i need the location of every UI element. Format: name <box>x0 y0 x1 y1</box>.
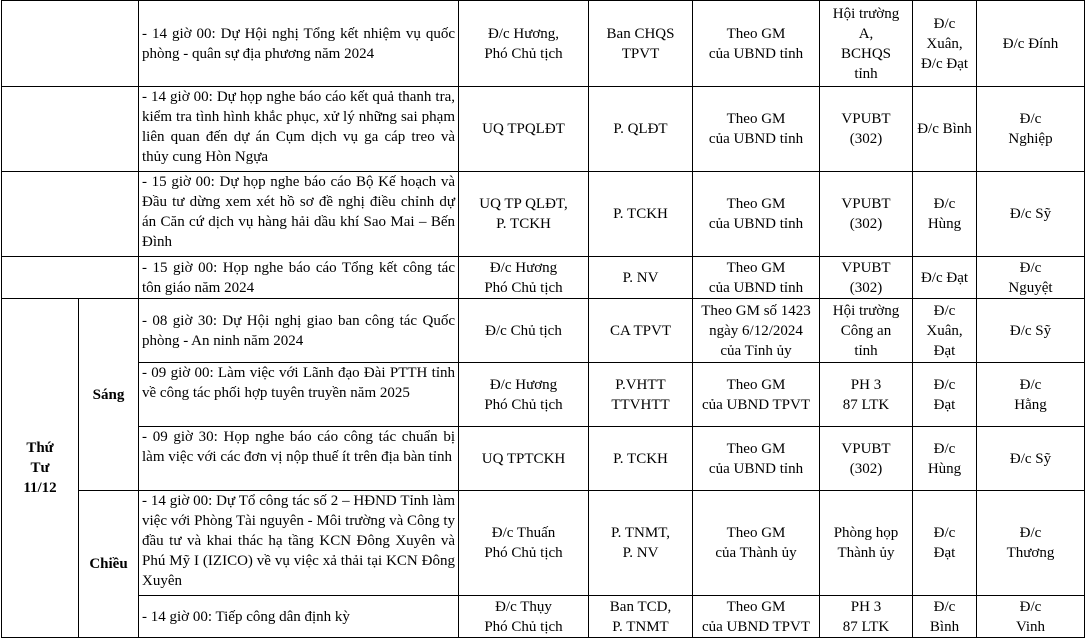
prepare-cell: P. TCKH <box>589 427 693 491</box>
session-label-afternoon: Chiều <box>79 491 139 638</box>
basis-cell: Theo GM của UBND tỉnh <box>693 172 820 257</box>
table-row <box>2 596 1085 638</box>
attend-cell: Đ/c Xuân, Đ/c Đạt <box>913 1 977 87</box>
schedule-table <box>1 0 1085 638</box>
session-label-morning: Sáng <box>79 299 139 491</box>
chair-cell: UQ TP QLĐT, P. TCKH <box>459 172 589 257</box>
basis-cell: Theo GM của UBND tỉnh <box>693 427 820 491</box>
attend-cell: Đ/c Bình <box>913 87 977 172</box>
location-cell: VPUBT (302) <box>820 257 913 299</box>
attend-cell: Đ/c Đạt <box>913 491 977 596</box>
chair-cell: Đ/c Chủ tịch <box>459 299 589 363</box>
table-row <box>2 257 1085 299</box>
contact-cell: Đ/c Vinh <box>977 596 1085 638</box>
prepare-cell: P.VHTT TTVHTT <box>589 363 693 427</box>
contact-cell: Đ/c Nguyệt <box>977 257 1085 299</box>
table-row <box>2 363 1085 427</box>
chair-cell: Đ/c Hương Phó Chủ tịch <box>459 363 589 427</box>
location-cell: Phòng họp Thành ủy <box>820 491 913 596</box>
chair-cell: Đ/c Hương, Phó Chủ tịch <box>459 1 589 87</box>
content-cell: - 09 giờ 30: Họp nghe báo cáo công tác chuẩn bị làm việc với các đơn vị nộp thuế ít trên địa bàn tỉnh <box>139 427 459 491</box>
attend-cell: Đ/c Hùng <box>913 172 977 257</box>
attend-cell: Đ/c Bình <box>913 596 977 638</box>
blank-day-cell <box>2 87 139 172</box>
contact-cell: Đ/c Đính <box>977 1 1085 87</box>
chair-cell: Đ/c Thuấn Phó Chủ tịch <box>459 491 589 596</box>
chair-cell: Đ/c Hương Phó Chủ tịch <box>459 257 589 299</box>
location-cell: Hội trường A, BCHQS tỉnh <box>820 1 913 87</box>
blank-day-cell <box>2 172 139 257</box>
day-label-cell: Thứ Tư 11/12 <box>2 299 79 638</box>
table-row <box>2 1 1085 87</box>
table-row <box>2 172 1085 257</box>
prepare-cell: Ban TCD, P. TNMT <box>589 596 693 638</box>
contact-cell: Đ/c Sỹ <box>977 172 1085 257</box>
contact-cell: Đ/c Nghiệp <box>977 87 1085 172</box>
content-cell: - 09 giờ 00: Làm việc với Lãnh đạo Đài PTTH tỉnh về công tác phối hợp tuyên truyền năm 2025 <box>139 363 459 427</box>
attend-cell: Đ/c Xuân, Đạt <box>913 299 977 363</box>
attend-cell: Đ/c Đạt <box>913 363 977 427</box>
location-cell: VPUBT (302) <box>820 172 913 257</box>
content-cell: - 14 giờ 00: Tiếp công dân định kỳ <box>139 596 459 638</box>
blank-day-cell <box>2 257 139 299</box>
basis-cell: Theo GM của UBND TPVT <box>693 596 820 638</box>
chair-cell: UQ TPQLĐT <box>459 87 589 172</box>
prepare-cell: CA TPVT <box>589 299 693 363</box>
basis-cell: Theo GM số 1423 ngày 6/12/2024 của Tỉnh ủy <box>693 299 820 363</box>
table-row <box>2 427 1085 491</box>
location-cell: VPUBT (302) <box>820 87 913 172</box>
prepare-cell: P. TNMT, P. NV <box>589 491 693 596</box>
basis-cell: Theo GM của Thành ủy <box>693 491 820 596</box>
basis-cell: Theo GM của UBND tỉnh <box>693 1 820 87</box>
chair-cell: UQ TPTCKH <box>459 427 589 491</box>
content-cell: - 14 giờ 00: Dự họp nghe báo cáo kết quả thanh tra, kiểm tra tình hình khắc phục, xử lý những sai phạm liên quan đến dự án Cụm dịch vụ ga cáp treo và thủy cung Hòn Ngựa <box>139 87 459 172</box>
blank-day-cell <box>2 1 139 87</box>
basis-cell: Theo GM của UBND TPVT <box>693 363 820 427</box>
attend-cell: Đ/c Hùng <box>913 427 977 491</box>
content-cell: - 15 giờ 00: Dự họp nghe báo cáo Bộ Kế hoạch và Đầu tư dừng xem xét hồ sơ đề nghị điều chỉnh dự án Căn cứ dịch vụ hàng hải dầu khí Sao Mai – Bến Đình <box>139 172 459 257</box>
location-cell: PH 3 87 LTK <box>820 596 913 638</box>
contact-cell: Đ/c Sỹ <box>977 427 1085 491</box>
contact-cell: Đ/c Sỹ <box>977 299 1085 363</box>
prepare-cell: Ban CHQS TPVT <box>589 1 693 87</box>
table-row <box>2 299 1085 363</box>
table-row <box>2 87 1085 172</box>
chair-cell: Đ/c Thụy Phó Chủ tịch <box>459 596 589 638</box>
contact-cell: Đ/c Thương <box>977 491 1085 596</box>
basis-cell: Theo GM của UBND tỉnh <box>693 87 820 172</box>
content-cell: - 14 giờ 00: Dự Hội nghị Tổng kết nhiệm vụ quốc phòng - quân sự địa phương năm 2024 <box>139 1 459 87</box>
prepare-cell: P. QLĐT <box>589 87 693 172</box>
location-cell: PH 3 87 LTK <box>820 363 913 427</box>
table-row <box>2 491 1085 596</box>
prepare-cell: P. NV <box>589 257 693 299</box>
attend-cell: Đ/c Đạt <box>913 257 977 299</box>
content-cell: - 15 giờ 00: Họp nghe báo cáo Tổng kết công tác tôn giáo năm 2024 <box>139 257 459 299</box>
contact-cell: Đ/c Hằng <box>977 363 1085 427</box>
location-cell: VPUBT (302) <box>820 427 913 491</box>
content-cell: - 08 giờ 30: Dự Hội nghị giao ban công tác Quốc phòng - An ninh năm 2024 <box>139 299 459 363</box>
location-cell: Hội trường Công an tỉnh <box>820 299 913 363</box>
content-cell: - 14 giờ 00: Dự Tổ công tác số 2 – HĐND Tỉnh làm việc với Phòng Tài nguyên - Môi trường và Công ty đầu tư và khai thác hạ tầng KCN Đông Xuyên và Phú Mỹ I (IZICO) về vụ việc xả thải tại KCN Đông Xuyên <box>139 491 459 596</box>
prepare-cell: P. TCKH <box>589 172 693 257</box>
basis-cell: Theo GM của UBND tỉnh <box>693 257 820 299</box>
